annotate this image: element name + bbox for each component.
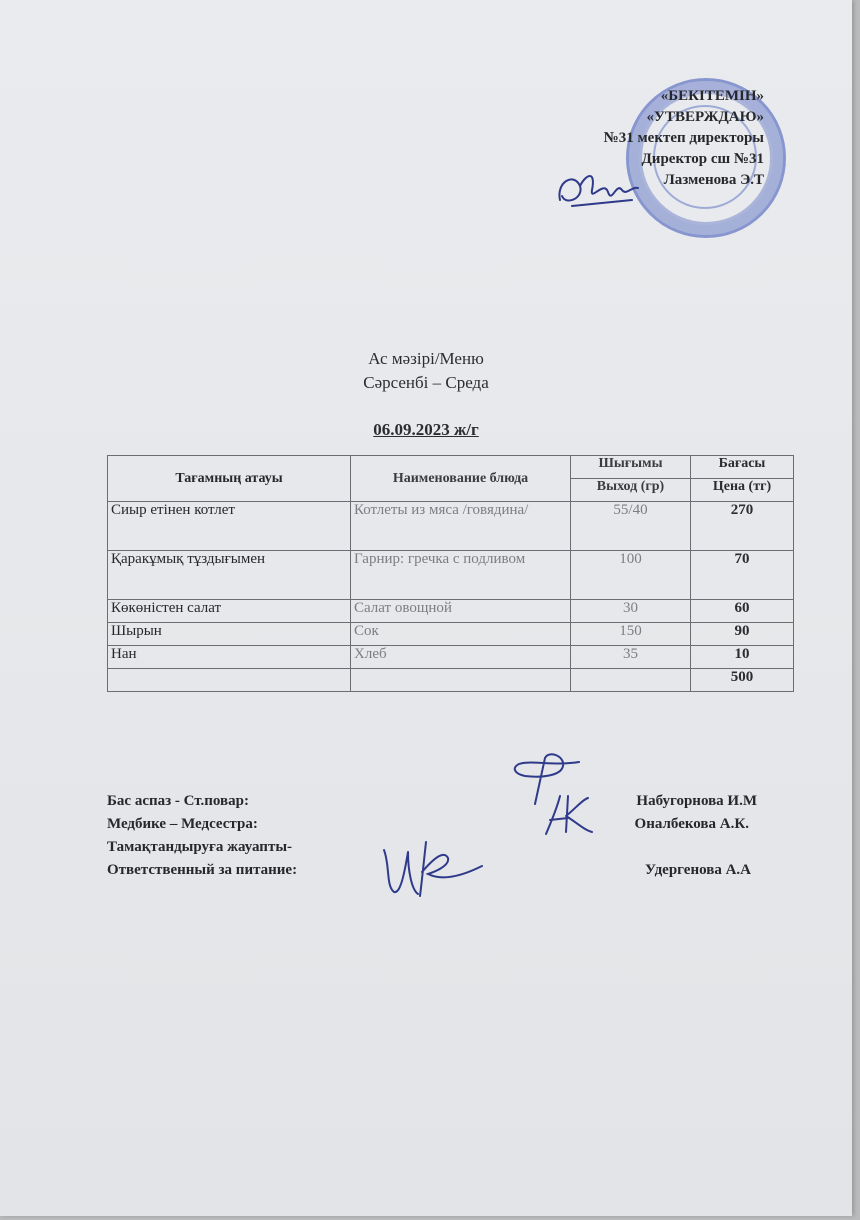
approval-block	[604, 86, 764, 191]
approval-line-ru: «УТВЕРЖДАЮ»	[646, 109, 764, 125]
approval-line-kz: «БЕКІТЕМІН»	[660, 88, 764, 104]
total-empty-1	[108, 669, 351, 692]
table-row	[108, 623, 794, 646]
dish-kz: Шырын	[108, 623, 351, 646]
signer-nurse	[107, 813, 757, 836]
menu-day: Сәрсенбі – Среда	[363, 373, 489, 392]
nurse-name: Оналбекова А.К.	[634, 816, 749, 832]
dish-price: 270	[691, 502, 794, 551]
header-kz: Тағамның атауы	[108, 456, 351, 502]
header-price-kz: Бағасы	[691, 456, 794, 479]
responsible-name: Удергенова А.А	[645, 862, 751, 878]
dish-ru: Салат овощной	[351, 600, 571, 623]
table-total-row	[108, 669, 794, 692]
dish-ru: Котлеты из мяса /говядина/	[351, 502, 571, 551]
table-row	[108, 502, 794, 551]
table-row	[108, 600, 794, 623]
approval-director-kz: №31 мектеп директоры	[603, 130, 764, 146]
signer-chef	[107, 790, 757, 813]
dish-kz: Қаракұмық тұздығымен	[108, 551, 351, 600]
total-empty-2	[351, 669, 571, 692]
dish-output: 150	[571, 623, 691, 646]
dish-price: 70	[691, 551, 794, 600]
chef-role: Бас аспаз - Ст.повар:	[107, 793, 249, 809]
menu-date: 06.09.2023 ж/г	[373, 420, 479, 439]
dish-kz: Сиыр етінен котлет	[108, 502, 351, 551]
dish-output: 55/40	[571, 502, 691, 551]
header-ru: Наименование блюда	[351, 456, 571, 502]
dish-kz: Көкөністен салат	[108, 600, 351, 623]
dish-ru: Гарнир: гречка с подливом	[351, 551, 571, 600]
responsible-role-ru: Ответственный за питание:	[107, 862, 298, 878]
menu-title: Ас мәзірі/Меню	[368, 349, 484, 368]
total-price: 500	[691, 669, 794, 692]
menu-table	[107, 455, 794, 692]
table-row	[108, 646, 794, 669]
table-header-row	[108, 456, 794, 479]
dish-price: 10	[691, 646, 794, 669]
header-price-ru: Цена (тг)	[691, 479, 794, 502]
dish-output: 100	[571, 551, 691, 600]
total-empty-3	[571, 669, 691, 692]
dish-output: 35	[571, 646, 691, 669]
header-output-ru: Выход (гр)	[571, 479, 691, 502]
dish-kz: Нан	[108, 646, 351, 669]
approval-director-name: Лазменова Э.Т	[663, 172, 764, 188]
table-row	[108, 551, 794, 600]
dish-output: 30	[571, 600, 691, 623]
responsible-role-kz: Тамақтандыруға жауапты-	[107, 839, 293, 855]
signer-responsible-kz	[107, 836, 757, 859]
signers-block	[107, 790, 757, 882]
signer-responsible-ru	[107, 859, 757, 882]
nurse-role: Медбике – Медсестра:	[107, 816, 258, 832]
dish-price: 90	[691, 623, 794, 646]
header-output-kz: Шығымы	[571, 456, 691, 479]
chef-name: Набугорнова И.М	[636, 793, 757, 809]
dish-ru: Сок	[351, 623, 571, 646]
dish-ru: Хлеб	[351, 646, 571, 669]
approval-director-ru: Директор сш №31	[641, 151, 764, 167]
dish-price: 60	[691, 600, 794, 623]
